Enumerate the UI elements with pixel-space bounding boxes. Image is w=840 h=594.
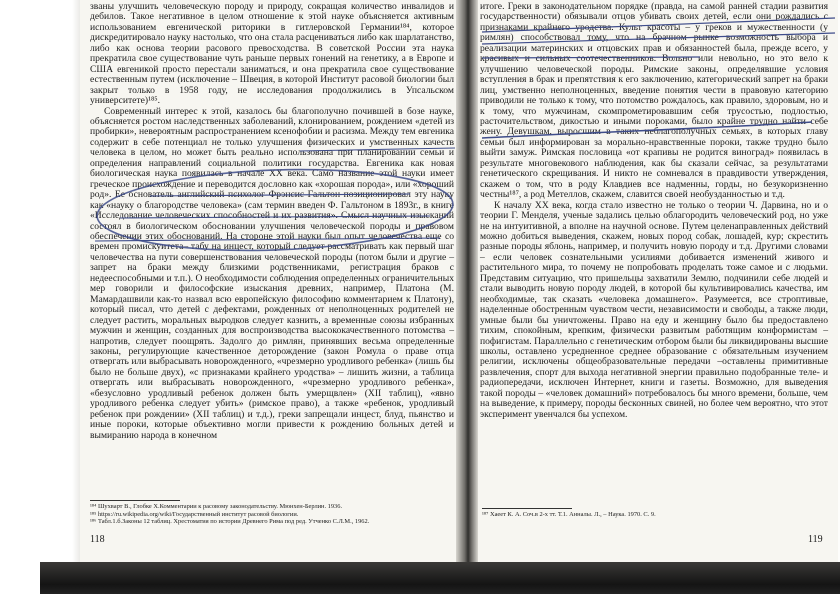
footnote-divider [90, 500, 180, 501]
footnotes [90, 503, 369, 526]
left-page-body [90, 2, 454, 441]
footnote: ¹⁸⁷ Хаеет К. А. Соч.в 2-х тт. Т.1. Анналы. Л., – Наука. 1970. С. 9. [482, 511, 656, 518]
right-page [470, 0, 838, 578]
left-page [80, 0, 464, 578]
footnote-divider [482, 508, 572, 509]
paragraph: званы улучшить человеческую породу и природу, сокращая количество инвалидов и дебилов. Такое негативное в целом отношение к этой науке объясняется активным использованием евгенической риторики в гитлеровской Германии¹⁸⁴, которое дискредитировало науку настолько, что она стала расцениваться либо как шарлатанство, либо как основа теории расового превосходства. В советской России эта наука прекратила свое существование чуть раньше первых гонений на генетику, а в Европе и США евгеникой просто перестали заниматься, и она прекратила свое существование естественным путем (исключение – Швеция, в которой Институт расовой биологии был закрыт только в 1958 году, не исследования продолжились в Упсальском университете)¹⁸⁵. [90, 1, 454, 107]
scan-margin [0, 0, 82, 594]
scan-edge [40, 562, 840, 594]
right-page-body [480, 2, 828, 420]
footnote: ¹⁸⁵ https://ru.wikipedia.org/wiki/Государственный институт расовой биологии. [90, 510, 299, 518]
page-number: 118 [90, 534, 105, 545]
footnote: ¹⁸⁶ Табл.1.б.Законы 12 таблиц. Хрестоматия по истории Древнего Рима под ред. Утченко С.Л.М., 1962. [90, 518, 370, 526]
paragraph: итоге. Греки в законодательном порядке (правда, на самой ранней стадии развития государственности) обязывали отцов убивать своих детей, если они рождались с признаками крайнего уродства. Культ красоты – у греков и мужественности (у римлян) способствовал тому, что на брачном рынке возможность выбора и реализации материнских и отцовских прав и обязанностей была, прежде всего, у красивых и сильных соотечественников. Вольно или невольно, но это вело к улучшению человеческой породы. Римские законы, определявшие условия вступления в брак и препятствия к его заключению, категорический запрет на браки лиц, умственно неполноценных, введение понятия чести в правовую категорию приводили не только к тому, что потомство рождалось, как правило, здоровым, но и к тому, что мужчинам, скомпрометировавшим себя трусостью, подлостью, расточительством, дикостью и иными пороками, было крайне трудно найти себе жену. Девушкам, выросшим в таких неблагополучных семьях, в которых главу семьи был информирован за морально-нравственные пороки, также трудно было выйти замуж. Римская пословица «от крапивы не родится виноград» появилась в результате многовекового наблюдения, как бы сказали сейчас, за результатами генетического скрещивания. И никто не сомневался в правдивости утверждения, скажем о том, что в роду Клавдиев все надменны, горды, но безукоризненно честны¹⁸⁷, а род Метеллов, скажем, славится своей необузданностью и т.д. [480, 1, 828, 201]
footnote: ¹⁸⁴ Шухварт В., Глобке Х.Комментарии к расовому законодательству. Мюнхен-Берлин. 1936. [90, 503, 343, 510]
book-gutter [456, 0, 478, 584]
paragraph: Современный интерес к этой, казалось бы благополучно почившей в бозе науке, объясняется ростом наследственных заболеваний, клонированием, рождением «детей из пробирки», невероятным распространением ксенофобии и расизма. Между тем евгеника содержит в себе потенциал не только улучшения физических и умственных качеств человека в целом, но может быть реально использована при планировании семьи и определения направлений социальной политики государства. Евгеника как новая биологическая наука появилась в начале XX века. Само название этой науки имеет греческое происхождение и переводится дословно как «хорошая порода», или «хороший род». Ее основатель английский психолог Фрэнсис Гальтон позиционировал эту науку как «науку о благородстве человека» (сам термин введен Ф. Гальтоном в 1893г., в книге «Исследование человеческих способностей и их развития». Смысл научных изысканий состоял в биологическом обосновании улучшения человеческой породы и правовом обеспечении этих обоснований. На стороне этой науки был опыт человечества еще со времен промискуитета– табу на инцест, который следует рассматривать как первый шаг человечества на пути совершенствования человеческой породы (потом были и другие – запрет на браки между близкими родственниками, регистрация браков с недееспособными и т.п.). О необходимости соблюдения определенных ограничительных мер говорили и философские изыскания древних, например, Платона (М. Мамардашвили как-то назвал всю европейскую философию комментарием к Платону), который писал, что детей с дефектами, рожденных от неполноценных родителей не следует растить, моральных выродков следует казнить, а временные союзы избранных мужчин и женщин, созданных для воспроизводства высококачественного потомства – напротив, следует поощрять. Задолго до римлян, принявших весьма определенные законы, регулирующие качественное деторождение (закон Ромула о праве отца отвергать или выбрасывать новорожденного, «чрезмерно уродливого ребенка» (лишь бы было не больше двух), «с признаками крайнего уродства» – лишить жизни, а таблица отвергать или выбрасывать новорожденного, «чрезмерно уродливого ребенка», «безусловно уродливый ребенок должен быть умерщвлен» (XII таблиц), «явно уродливого ребенка следует убить» (римское право), а также «ребенок, уродливый ребенок при рождении» (XII таблиц) и т.д.), греки запрещали инцест, блуд, пьянство и иные пороки, которые объективно могли привести к рождению больных детей и вымиранию народа в конечном [90, 105, 454, 441]
footnotes [482, 511, 656, 519]
paragraph: К началу XX века, когда стало известно не только о теории Ч. Дарвина, но и о теории Г. Менделя, ученые задались целью облагородить человеческий род, но уже не на интуитивной, а вполне на научной основе. Путем целенаправленных действий можно добиться выведения, скажем, новых пород собак, лошадей, кур; скрестить разные породы яблонь, например, и получить новую породу и т.д. Другими словами – если человек сознательными усилиями добивается изменений живого и растительного мира, то почему не попробовать проделать тоже самое и с людьми. Представим ситуацию, что пришельцы захватили Землю, подчинили себе людей и стали выводить новую породу людей, в которой бы культивировались качества, им необходимые, так сказать «человека домашнего». Разумеется, все строптивые, наделенные обостренным чувством чести, независимости и свободы, а также люди, умные были бы уничтожены. Право на еду и женщину было бы предоставлено тихим, спокойным, крепким, физически развитым работящим конформистам – пофигистам. Параллельно с генетическим отбором были бы ликвидированы высшие школы, оставлено усредненное среднее образование с обязательным изучением религии, исключены общеобразовательные передачи –оставлены примитивные развлечения, спорт для выхода негативной энергии правильно подобранные теле- и радиопередачи, исключен Интернет, книги и газеты. Возможно, для выведения такой породы – «человек домашний» потребовалось бы много времени, больше, чем на выведение, к примеру, породы бесконных свиней, но более чем вероятно, что этот эксперимент увенчался бы успехом. [480, 199, 828, 420]
page-number: 119 [808, 534, 823, 545]
